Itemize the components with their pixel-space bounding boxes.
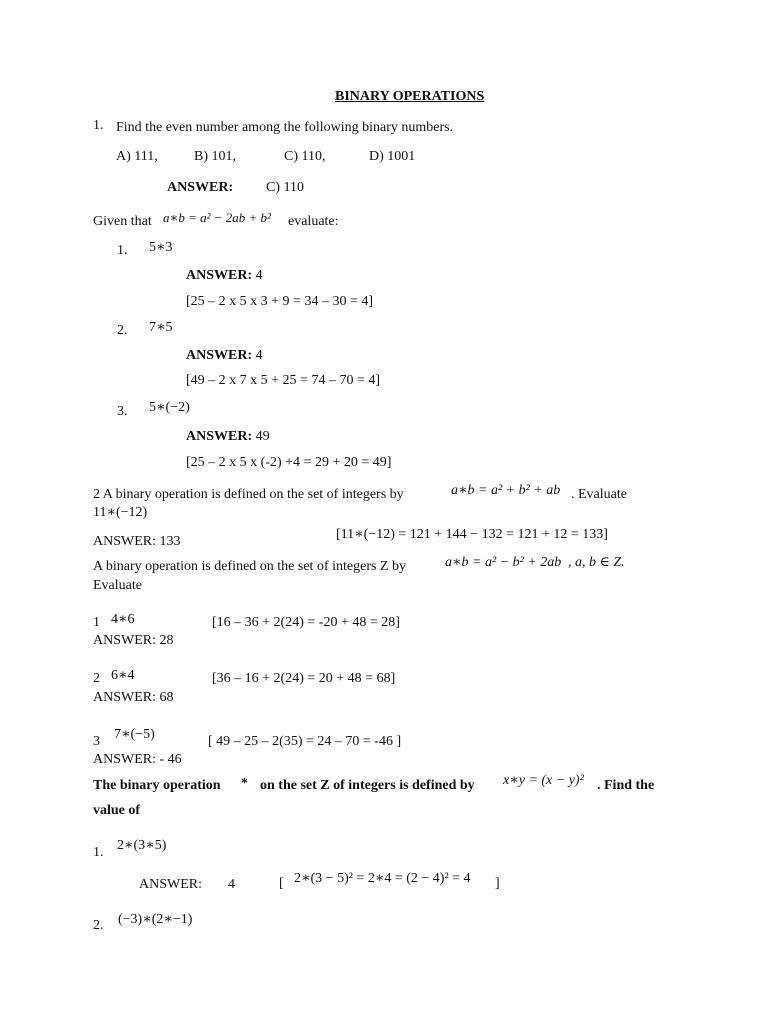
q1-option-a: A) 111, bbox=[116, 149, 158, 164]
s4-item1-work: [16 – 36 + 2(24) = -20 + 48 = 28] bbox=[212, 615, 400, 630]
s4-item2-answer: ANSWER: 68 bbox=[93, 690, 174, 705]
s4-item2-num: 2 bbox=[93, 671, 100, 686]
s4-item1-answer: ANSWER: 28 bbox=[93, 633, 174, 648]
s5-item1-expr: 2∗(3∗5) bbox=[117, 838, 167, 853]
s2-item1-work: [25 – 2 x 5 x 3 + 9 = 34 – 30 = 4] bbox=[186, 294, 374, 309]
s5-item1-open-bracket: [ bbox=[279, 876, 284, 891]
s5-item2-num: 2. bbox=[93, 918, 104, 933]
s2-item1-answer-value: 4 bbox=[252, 268, 263, 283]
s5-item1-answer-label: ANSWER: bbox=[139, 877, 202, 892]
q1-option-c: C) 110, bbox=[284, 149, 326, 164]
s5-item1-num: 1. bbox=[93, 845, 104, 860]
s4-condition: , a, b ∈ Z. bbox=[568, 555, 625, 570]
s4-item3-num: 3 bbox=[93, 734, 100, 749]
q1-answer-value: C) 110 bbox=[266, 180, 304, 195]
s2-intro-post: evaluate: bbox=[288, 214, 339, 229]
s2-item1-answer-label: ANSWER: bbox=[186, 268, 253, 283]
s5-mid: on the set Z of integers is defined by bbox=[260, 778, 475, 793]
s5-formula: x∗y = (x − y)² bbox=[503, 773, 584, 788]
s3-expr: 11∗(−12) bbox=[93, 505, 148, 520]
s3-formula: a∗b = a² + b² + ab bbox=[451, 483, 561, 498]
s2-item2-answer-label: ANSWER: bbox=[186, 348, 253, 363]
s4-item1-num: 1 bbox=[93, 615, 100, 630]
s2-item3-expr: 5∗(−2) bbox=[149, 400, 190, 415]
s5-star: * bbox=[241, 776, 248, 791]
s2-item3-answer-label: ANSWER: bbox=[186, 429, 253, 444]
s3-answer: ANSWER: 133 bbox=[93, 534, 181, 549]
s2-item3-answer-value: 49 bbox=[252, 429, 270, 444]
s3-post: . Evaluate bbox=[571, 487, 627, 502]
q1-number: 1. bbox=[93, 118, 104, 133]
s5-item2-expr: (−3)∗(2∗−1) bbox=[118, 912, 193, 927]
s5-item1-close-bracket: ] bbox=[495, 876, 500, 891]
s2-formula: a∗b = a² − 2ab + b² bbox=[163, 210, 271, 225]
q1-option-d: D) 1001 bbox=[369, 149, 416, 164]
s4-formula: a∗b = a² − b² + 2ab bbox=[445, 555, 562, 570]
s2-item2-work: [49 – 2 x 7 x 5 + 25 = 74 – 70 = 4] bbox=[186, 373, 381, 388]
s5-pre: The binary operation bbox=[93, 778, 221, 793]
s2-item3-num: 3. bbox=[117, 404, 128, 419]
s4-item3-answer: ANSWER: - 46 bbox=[93, 752, 182, 767]
s3-pre: 2 A binary operation is defined on the set of integers by bbox=[93, 487, 404, 502]
s4-pre: A binary operation is defined on the set of integers Z by bbox=[93, 559, 406, 574]
s4-item2-work: [36 – 16 + 2(24) = 20 + 48 = 68] bbox=[212, 671, 396, 686]
s4-item3-work: [ 49 – 25 – 2(35) = 24 – 70 = -46 ] bbox=[208, 734, 402, 749]
s5-item1-work: 2∗(3 − 5)² = 2∗4 = (2 − 4)² = 4 bbox=[294, 871, 471, 886]
q1-answer-label: ANSWER: bbox=[167, 180, 234, 195]
s2-item1-num: 1. bbox=[117, 243, 128, 258]
s5-post: . Find the bbox=[597, 778, 655, 793]
s2-intro-pre: Given that bbox=[93, 214, 152, 229]
s2-item2-expr: 7∗5 bbox=[149, 320, 173, 335]
s2-item2-num: 2. bbox=[117, 323, 128, 338]
s4-evaluate: Evaluate bbox=[93, 578, 142, 593]
s4-item2-expr: 6∗4 bbox=[111, 668, 135, 683]
s4-item3-expr: 7∗(−5) bbox=[114, 727, 155, 742]
q1-question: Find the even number among the following binary numbers. bbox=[116, 120, 454, 135]
s2-item1-expr: 5∗3 bbox=[149, 240, 173, 255]
s4-item1-expr: 4∗6 bbox=[111, 612, 135, 627]
q1-option-b: B) 101, bbox=[194, 149, 236, 164]
s2-item2-answer-value: 4 bbox=[252, 348, 263, 363]
s2-item3-work: [25 – 2 x 5 x (-2) +4 = 29 + 20 = 49] bbox=[186, 455, 392, 470]
s3-work: [11∗(−12) = 121 + 144 − 132 = 121 + 12 = 133] bbox=[336, 527, 608, 542]
page-title: BINARY OPERATIONS bbox=[335, 89, 485, 104]
s5-item1-answer-value: 4 bbox=[228, 877, 235, 892]
s5-line2: value of bbox=[93, 803, 141, 818]
